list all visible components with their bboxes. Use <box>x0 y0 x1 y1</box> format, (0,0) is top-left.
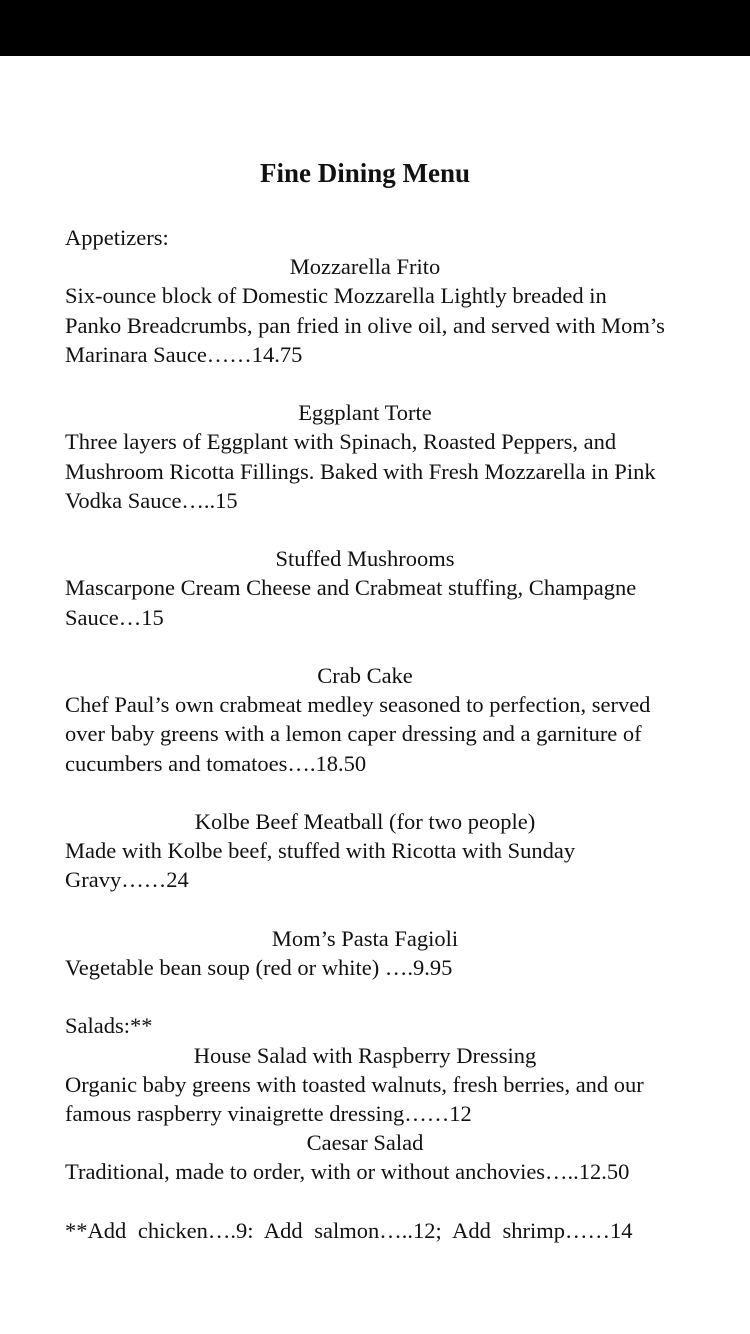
menu-item-description: Three layers of Eggplant with Spinach, Roasted Peppers, and Mushroom Ricotta Fillings. Baked with Fresh Mozzarella in Pink Vodka Sauce…..15 <box>65 429 656 513</box>
page-title: Fine Dining Menu <box>259 158 471 188</box>
menu-item <box>65 1128 665 1186</box>
section-label-appetizers: Appetizers: <box>65 225 169 250</box>
menu-item-description: Six-ounce block of Domestic Mozzarella Lightly breaded in Panko Breadcrumbs, pan fried in olive oil, and served with Mom’s Marinara Sauce……14.75 <box>65 283 665 367</box>
menu-item <box>65 398 665 515</box>
menu-item-description: Organic baby greens with toasted walnuts, fresh berries, and our famous raspberry vinaigrette dressing……12 <box>65 1071 644 1126</box>
menu-item-name: Stuffed Mushrooms <box>275 546 455 572</box>
menu-item <box>65 1041 665 1129</box>
menu-document <box>0 56 750 1334</box>
menu-item-description: Chef Paul’s own crabmeat medley seasoned to perfection, served over baby greens with a lemon caper dressing and a garniture of cucumbers and tomatoes….18.50 <box>65 692 651 776</box>
menu-item-name: Caesar Salad <box>306 1130 424 1156</box>
menu-item-description: Mascarpone Cream Cheese and Crabmeat stuffing, Champagne Sauce…15 <box>65 575 637 630</box>
menu-item-name: Mozzarella Frito <box>289 254 441 280</box>
menu-item-name: Crab Cake <box>317 663 413 688</box>
menu-item <box>65 924 665 982</box>
status-bar <box>0 0 750 56</box>
menu-item-name: Mom’s Pasta Fagioli <box>271 925 459 951</box>
menu-item <box>65 807 665 895</box>
menu-item <box>65 661 665 778</box>
section-label-salads: Salads:** <box>65 1013 153 1039</box>
menu-item <box>65 544 665 632</box>
menu-item-name: Kolbe Beef Meatball (for two people) <box>194 809 536 834</box>
menu-item <box>65 252 665 369</box>
menu-content <box>65 223 665 1245</box>
menu-item-name: House Salad with Raspberry Dressing <box>193 1042 537 1068</box>
menu-item-name: Eggplant Torte <box>298 400 432 426</box>
menu-item-description: Traditional, made to order, with or without anchovies…..12.50 <box>65 1159 630 1185</box>
menu-item-description: Made with Kolbe beef, stuffed with Ricotta with Sunday Gravy……24 <box>65 838 576 893</box>
menu-item-description: Vegetable bean soup (red or white) ….9.95 <box>65 955 453 980</box>
salad-addons-note: **Add chicken….9: Add salmon…..12; Add shrimp……14 <box>65 1217 633 1243</box>
